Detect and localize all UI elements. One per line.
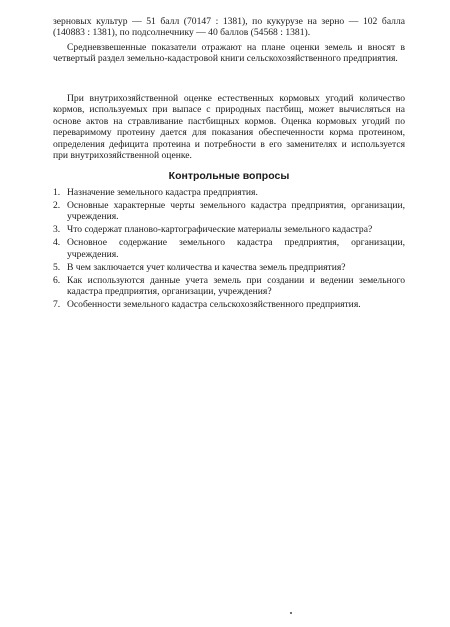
- section-heading-control-questions: Контрольные вопросы: [168, 170, 290, 182]
- question-item-5: [53, 262, 405, 273]
- question-item-1: [53, 187, 405, 198]
- question-text: В чем заключается учет количества и качества земель предприятия?: [67, 261, 346, 273]
- question-number: 7.: [53, 299, 61, 311]
- page-speck: [290, 612, 292, 614]
- question-number: 4.: [53, 237, 61, 249]
- question-text: Что содержат планово-картографические материалы земельного кадастра?: [67, 224, 373, 236]
- question-item-4: [53, 237, 405, 260]
- question-item-6: [53, 275, 405, 298]
- question-text: Особенности земельного кадастра сельскохозяйственного предприятия.: [67, 299, 361, 311]
- paragraph-forage-assessment: При внутрихозяйственной оценке естественных кормовых угодий количество кормов, используемых при выпасе с природных пастбищ, может вычисляться на основе актов на стравливание пастбищных кормов. Оценка кормовых угодий по переваримому протеину дается для показания обеспеченности корма протеином, определения дефицита протеина и потребности в его заменителях и используется при внутрихозяйственной оценке.: [53, 93, 405, 162]
- questions-list: [53, 187, 405, 312]
- paragraph-grain-scores: зерновых культур — 51 балл (70147 : 1381), по кукурузе на зерно — 102 балла (140883 : 1381), по подсолнечнику — 40 баллов (54568 : 1381).: [53, 16, 405, 39]
- question-number: 6.: [53, 274, 61, 286]
- question-text: Основное содержание земельного кадастра предприятия, организации, учреждения.: [67, 237, 405, 260]
- question-number: 5.: [53, 261, 61, 273]
- question-text: Как используются данные учета земель при создании и ведении земельного кадастра предприятия, организации, учреждения?: [67, 274, 405, 298]
- question-text: Основные характерные черты земельного кадастра предприятия, организации, учреждения.: [67, 200, 405, 223]
- question-number: 3.: [53, 224, 61, 236]
- question-text: Назначение земельного кадастра предприятия.: [67, 187, 258, 198]
- question-item-7: [53, 299, 405, 310]
- question-item-3: [53, 224, 405, 235]
- paragraph-weighted-indicators: Средневзвешенные показатели отражают на плане оценки земель и вносят в четвертый раздел земельно-кадастровой книги сельскохозяйственного предприятия.: [53, 42, 405, 65]
- question-number: 2.: [53, 200, 61, 211]
- question-number: 1.: [53, 187, 61, 198]
- question-item-2: [53, 200, 405, 223]
